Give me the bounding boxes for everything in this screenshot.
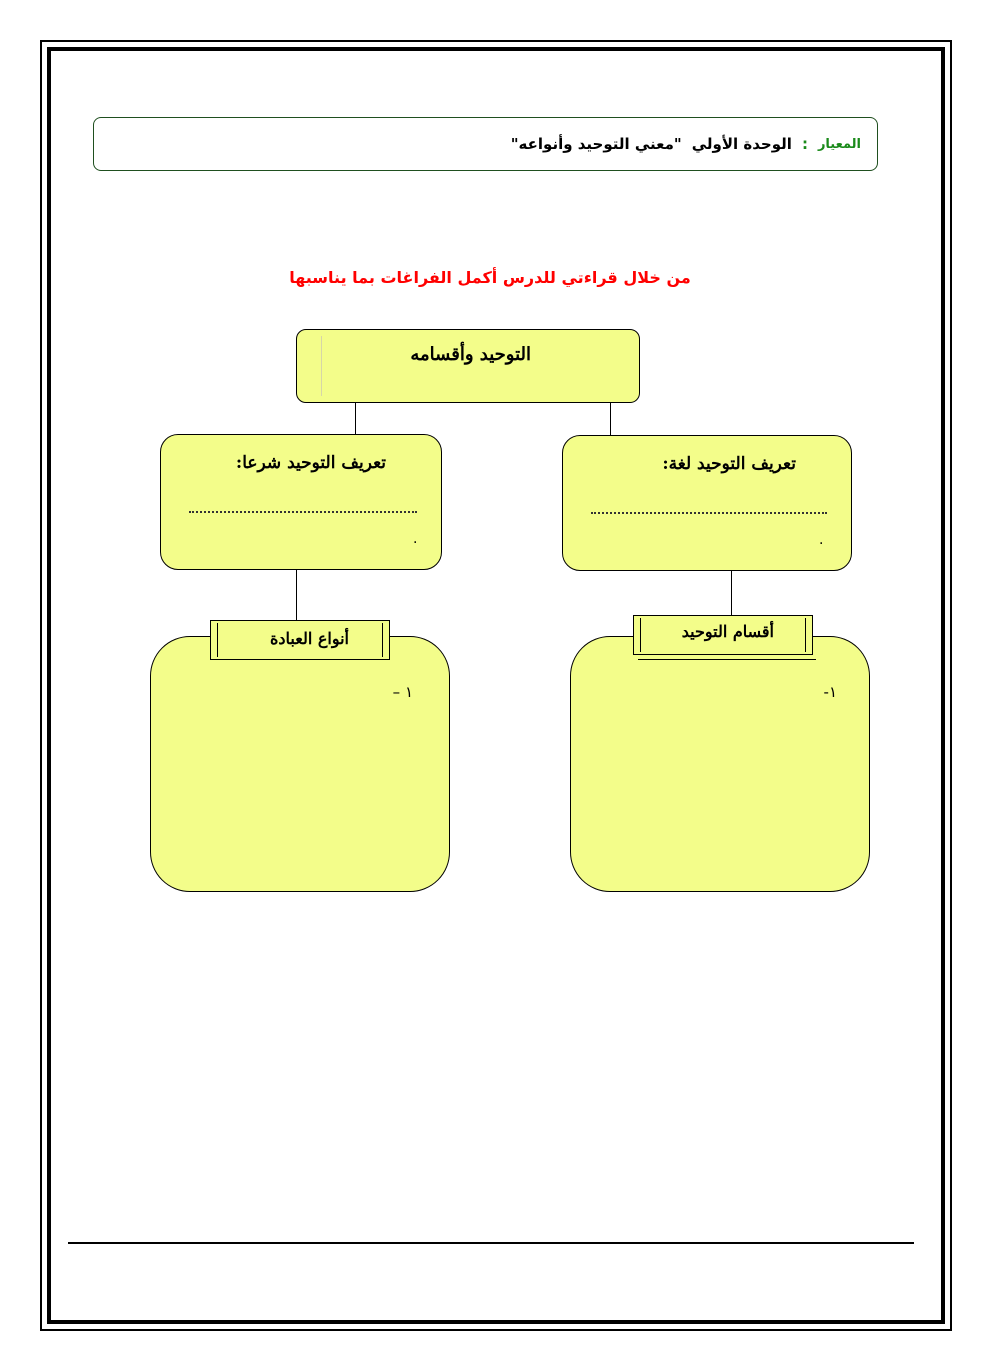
standard-label: المعيار — [817, 136, 861, 152]
tawheed-sections-box — [570, 636, 870, 892]
definition-sharia-box — [160, 434, 442, 570]
definition-language-end-mark: . — [819, 532, 824, 548]
worship-types-item-1[interactable]: ١ – — [392, 683, 413, 701]
tawheed-sections-tab — [633, 615, 813, 655]
connector-language-to-sections — [731, 570, 732, 616]
worship-types-label: أنواع العبادة — [270, 629, 349, 648]
connector-root-to-language — [610, 403, 611, 435]
tawheed-sections-label: أقسام التوحيد — [681, 622, 774, 641]
standard-colon: : — [801, 135, 808, 153]
root-concept-box — [296, 329, 640, 403]
unit-topic: "معني التوحيد وأنواعه" — [510, 135, 682, 153]
tawheed-sections-item-1[interactable]: ١- — [823, 683, 837, 701]
definition-language-box — [562, 435, 852, 571]
instruction-text: من خلال قراءتي للدرس أكمل الفراغات بما يناسبها — [289, 268, 691, 287]
root-box-inner-line — [321, 336, 322, 396]
worship-types-tab — [210, 620, 390, 660]
connector-sharia-to-worship — [296, 570, 297, 622]
header-standard-box — [93, 117, 878, 171]
definition-language-label: تعريف التوحيد لغة: — [662, 454, 796, 474]
definition-sharia-label: تعريف التوحيد شرعا: — [235, 453, 386, 473]
worship-types-box — [150, 636, 450, 892]
footer-rule — [68, 1242, 914, 1244]
unit-name: الوحدة الأولي — [691, 135, 792, 153]
definition-sharia-end-mark: . — [413, 531, 418, 547]
definition-sharia-blank[interactable] — [189, 499, 417, 513]
tawheed-sections-tab-shadow — [638, 655, 816, 660]
root-concept-label: التوحيد وأقسامه — [410, 344, 531, 365]
connector-root-to-sharia — [355, 403, 356, 435]
definition-language-blank[interactable] — [591, 500, 827, 514]
